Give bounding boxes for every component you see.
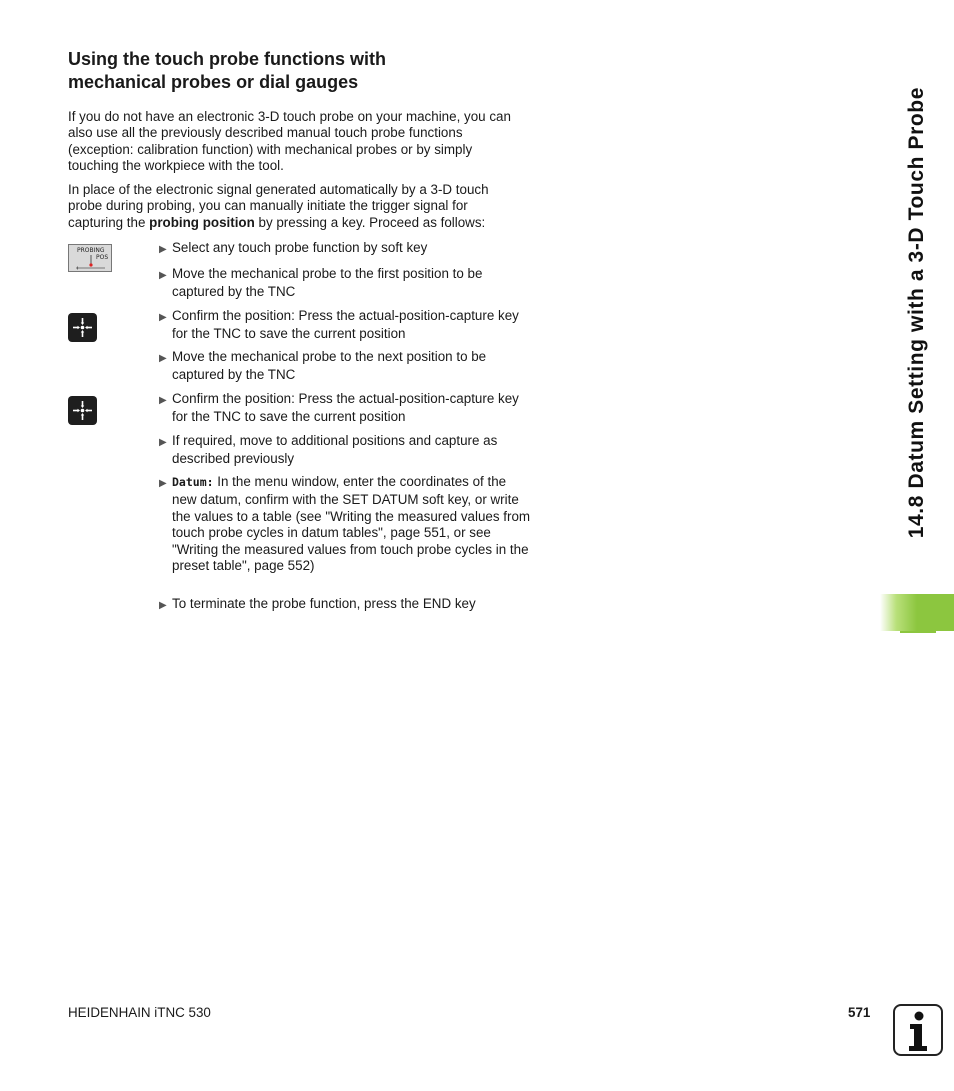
step-item bbox=[159, 391, 532, 426]
chapter-side-title bbox=[891, 48, 943, 578]
intro-paragraph: If you do not have an electronic 3-D touch probe on your machine, you can also use all the previously described manual touch probe functions (exception: calibration function) with mechanical probes or by simply touching the workpiece with the tool. bbox=[68, 109, 511, 174]
page-number: 571 bbox=[848, 1005, 871, 1020]
triangle-right-icon: ▶ bbox=[159, 353, 167, 364]
datum-code: Datum: bbox=[172, 475, 214, 489]
triangle-right-icon: ▶ bbox=[159, 437, 167, 448]
step-item bbox=[159, 433, 532, 468]
step-text: Move the mechanical probe to the next position to be captured by the TNC bbox=[172, 349, 487, 383]
actual-position-capture-icon[interactable] bbox=[68, 396, 97, 425]
step-text: Confirm the position: Press the actual-position-capture key for the TNC to save the current position bbox=[172, 391, 519, 425]
triangle-right-icon: ▶ bbox=[159, 395, 167, 406]
triangle-right-icon: ▶ bbox=[159, 478, 167, 489]
side-title-text: 14.8 Datum Setting with a 3-D Touch Probe bbox=[905, 87, 928, 539]
heading-line-2: mechanical probes or dial gauges bbox=[68, 72, 359, 92]
info-icon bbox=[893, 1004, 943, 1056]
step-item bbox=[159, 474, 532, 574]
triangle-right-icon: ▶ bbox=[159, 244, 167, 255]
step-item bbox=[159, 308, 532, 343]
step-text: Move the mechanical probe to the first position to be captured by the TNC bbox=[172, 266, 483, 300]
triangle-right-icon: ▶ bbox=[159, 270, 167, 281]
section-heading bbox=[68, 48, 488, 94]
actual-position-capture-icon[interactable] bbox=[68, 313, 97, 342]
probing-pos-softkey[interactable] bbox=[68, 244, 112, 272]
step-text: To terminate the probe function, press the END key bbox=[172, 596, 476, 611]
chapter-tab bbox=[880, 594, 954, 631]
step-item bbox=[159, 266, 532, 301]
step-text: If required, move to additional positions and capture as described previously bbox=[172, 433, 498, 467]
probing-position-term: probing position bbox=[149, 214, 255, 230]
step-item bbox=[159, 240, 532, 258]
chapter-tab-underline bbox=[900, 631, 936, 633]
step-text: Select any touch probe function by soft key bbox=[172, 240, 428, 255]
triangle-right-icon: ▶ bbox=[159, 312, 167, 323]
step-text: Confirm the position: Press the actual-position-capture key for the TNC to save the current position bbox=[172, 308, 519, 342]
footer-manual-title: HEIDENHAIN iTNC 530 bbox=[68, 1005, 211, 1020]
heading-line-1: Using the touch probe functions with bbox=[68, 49, 386, 69]
trigger-paragraph-part1: In place of the electronic signal generated automatically by a 3-D touch probe during probing, you can manually initiate the trigger signal for capturing the bbox=[68, 182, 489, 230]
step-item bbox=[159, 349, 532, 384]
step-text: In the menu window, enter the coordinates of the new datum, confirm with the SET DATUM soft key, or write the values to a table (see "Writing the measured values from touch probe cycles in datum tables", page 551, or see "Writing the measured values from touch probe cycles in the preset table", page 552) bbox=[172, 474, 531, 574]
softkey-label-1: PROBING bbox=[77, 247, 105, 254]
triangle-right-icon: ▶ bbox=[159, 600, 167, 611]
step-item bbox=[159, 596, 532, 614]
trigger-paragraph-part2: by pressing a key. Proceed as follows: bbox=[254, 214, 486, 230]
probe-pos-icon bbox=[69, 245, 113, 273]
softkey-label-2: POS bbox=[96, 254, 109, 261]
trigger-paragraph bbox=[68, 182, 516, 231]
